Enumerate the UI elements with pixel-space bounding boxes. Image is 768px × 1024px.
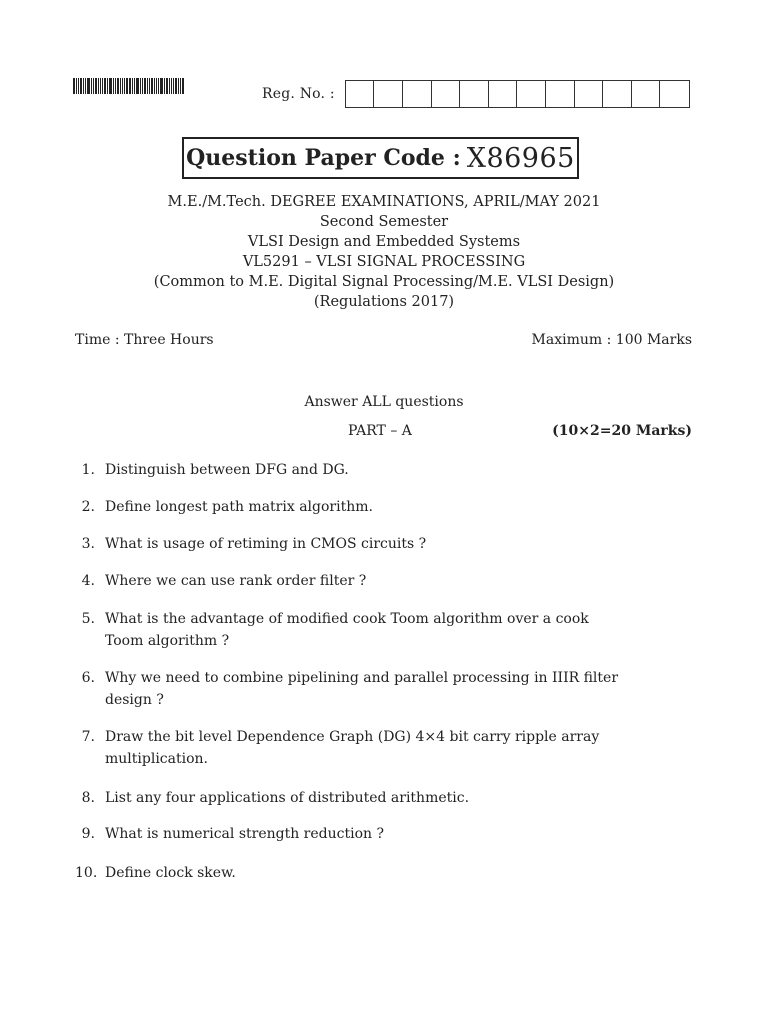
- reg-number-box[interactable]: [575, 81, 604, 107]
- question-text: List any four applications of distributed arithmetic.: [105, 790, 470, 806]
- list-item: [75, 823, 695, 845]
- reg-number-box[interactable]: [460, 81, 489, 107]
- reg-number-box[interactable]: [432, 81, 461, 107]
- list-item: [75, 667, 695, 711]
- question-number: 10.: [75, 865, 98, 881]
- reg-number-box[interactable]: [346, 81, 375, 107]
- semester: Second Semester: [319, 214, 449, 230]
- question-paper-code-box: [182, 137, 579, 179]
- reg-number-field: [262, 80, 690, 108]
- exam-title: M.E./M.Tech. DEGREE EXAMINATIONS, APRIL/MAY 2021: [167, 194, 601, 210]
- question-paper-code: X86965: [466, 142, 575, 174]
- list-item: [75, 496, 695, 518]
- question-text: What is usage of retiming in CMOS circuits ?: [105, 536, 427, 552]
- programme: VLSI Design and Embedded Systems: [247, 234, 521, 250]
- reg-number-box[interactable]: [660, 81, 689, 107]
- question-text: Why we need to combine pipelining and parallel processing in IIIR filter design ?: [105, 670, 619, 708]
- question-number: 8.: [81, 790, 95, 806]
- reg-number-label: Reg. No. :: [262, 86, 335, 102]
- question-number: 1.: [81, 462, 95, 478]
- part-marks: (10×2=20 Marks): [552, 423, 692, 439]
- regulations: (Regulations 2017): [313, 294, 455, 310]
- list-item: [75, 608, 695, 652]
- list-item: [75, 862, 695, 884]
- question-number: 3.: [81, 536, 95, 552]
- question-number: 9.: [81, 826, 95, 842]
- question-text: Distinguish between DFG and DG.: [105, 462, 349, 478]
- question-paper-code-label: Question Paper Code :: [186, 145, 461, 171]
- maximum-marks: Maximum : 100 Marks: [531, 332, 692, 348]
- time-duration: Time : Three Hours: [75, 332, 214, 348]
- list-item: [75, 726, 695, 770]
- reg-number-box[interactable]: [517, 81, 546, 107]
- reg-number-box[interactable]: [632, 81, 661, 107]
- question-text: Define clock skew.: [105, 865, 236, 881]
- question-text: What is the advantage of modified cook Toom algorithm over a cook Toom algorithm ?: [105, 611, 589, 649]
- reg-number-box[interactable]: [546, 81, 575, 107]
- reg-number-box[interactable]: [403, 81, 432, 107]
- reg-number-boxes[interactable]: [345, 80, 690, 108]
- common-to-note: (Common to M.E. Digital Signal Processing/M.E. VLSI Design): [153, 274, 615, 290]
- question-text: What is numerical strength reduction ?: [105, 826, 384, 842]
- reg-number-box[interactable]: [489, 81, 518, 107]
- question-number: 6.: [81, 670, 95, 686]
- question-text: Define longest path matrix algorithm.: [105, 499, 373, 515]
- question-number: 4.: [81, 573, 95, 589]
- course-title: VL5291 – VLSI SIGNAL PROCESSING: [242, 254, 526, 270]
- exam-heading: [0, 192, 768, 312]
- list-item: [75, 787, 695, 809]
- question-number: 5.: [81, 611, 95, 627]
- list-item: [75, 533, 695, 555]
- list-item: [75, 570, 695, 592]
- list-item: [75, 459, 695, 481]
- reg-number-box[interactable]: [603, 81, 632, 107]
- question-number: 7.: [81, 729, 95, 745]
- question-text: Draw the bit level Dependence Graph (DG) 4×4 bit carry ripple array multiplication.: [105, 729, 600, 767]
- question-number: 2.: [81, 499, 95, 515]
- question-text: Where we can use rank order filter ?: [105, 573, 367, 589]
- reg-number-box[interactable]: [374, 81, 403, 107]
- barcode: [73, 78, 187, 94]
- part-heading: PART – A: [348, 423, 412, 439]
- instruction: Answer ALL questions: [304, 394, 464, 410]
